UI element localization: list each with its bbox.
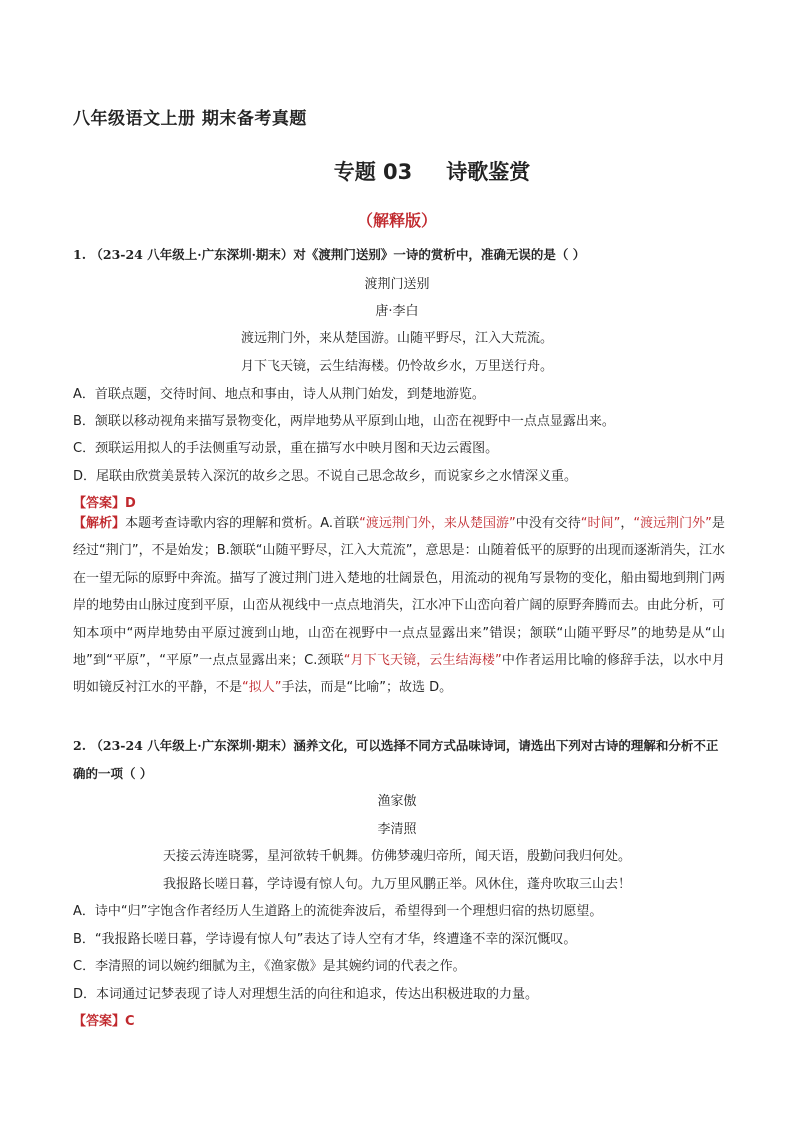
analysis-text: 本题考查诗歌内容的理解和赏析。A.首联 xyxy=(125,516,360,531)
analysis-text: 是经过“荆门”，不是始发；B.颔联“山随平野尽，江入大荒流”，意思是：山随着低平的原野的出现而逐渐消失，江水在一望无际的原野中奔流。描写了渡过荆门进入楚地的壮阔景色，用流动的视角写景物的变化，船由蜀地到荆门两岸的地势由山脉过度到平原，山峦从视线中一点点地消失，江水冲下山峦向着广阔的原野奔腾而去。由此分析，可知本项中“两岸地势由平原过渡到山地，山峦在视野中一点点显露出来”错误；颔联“山随平野尽”的地势是从“山地”到“平原”，“平原”一点点显露出来；C.颈联 xyxy=(73,516,725,669)
document-header: 八年级语文上册 期末备考真题 xyxy=(73,109,307,129)
answer-value: C xyxy=(125,1014,135,1029)
topic-name: 诗歌鉴赏 xyxy=(446,160,531,184)
analysis-text: ， xyxy=(620,516,634,531)
q1-option-b: B．颔联以移动视角来描写景物变化，两岸地势从平原到山地，山峦在视野中一点点显露出来。 xyxy=(73,414,615,429)
q1-poem-line-1: 渡远荆门外，来从楚国游。山随平野尽，江入大荒流。 xyxy=(240,331,553,346)
analysis-text: 手法，而是“比喻”；故选 D。 xyxy=(281,680,453,696)
q2-poem-title: 渔家傲 xyxy=(377,794,417,809)
version-subtitle: （解释版） xyxy=(356,211,437,230)
page-title xyxy=(0,156,794,186)
highlighted-quote: “拟人” xyxy=(242,680,282,696)
highlighted-quote: “月下飞天镜，云生结海楼” xyxy=(343,653,502,669)
highlighted-quote: “渡远荆门外，来从楚国游” xyxy=(359,516,516,531)
q2-poem-author: 李清照 xyxy=(377,822,417,837)
q2-option-a: A．诗中“归”字饱含作者经历人生道路上的流徙奔波后，希望得到一个理想归宿的热切愿望。 xyxy=(73,904,603,919)
analysis-text: 中没有交待 xyxy=(515,516,581,531)
question-2-prompt: 2. （23-24 八年级上·广东深圳·期末）涵养文化，可以选择不同方式品味诗词，请选出下列对古诗的理解和分析不正确的一项（ ） xyxy=(73,738,719,781)
q1-poem-line-2: 月下飞天镜，云生结海楼。仍怜故乡水，万里送行舟。 xyxy=(240,359,553,374)
answer-tag: 【答案】 xyxy=(73,1014,126,1029)
topic-number: 专题 03 xyxy=(333,160,413,184)
q2-poem-line-2: 我报路长嗟日暮，学诗谩有惊人句。九万里风鹏正举。风休住，蓬舟吹取三山去！ xyxy=(162,877,631,892)
q2-option-c: C．李清照的词以婉约细腻为主，《渔家傲》是其婉约词的代表之作。 xyxy=(73,959,466,974)
q1-answer xyxy=(73,492,136,511)
q1-option-d: D．尾联由欣赏美景转入深沉的故乡之思。不说自己思念故乡，而说家乡之水情深义重。 xyxy=(73,469,578,484)
q2-option-d: D．本词通过记梦表现了诗人对理想生活的向往和追求，传达出积极进取的力量。 xyxy=(73,987,539,1002)
analysis-text: 中作者运用比喻的修辞手法，以水中月明如镜反衬江水的平静，不是 xyxy=(73,653,725,696)
q2-option-b: B．“我报路长嗟日暮，学诗谩有惊人句”表达了诗人空有才华，终遭逢不幸的深沉慨叹。 xyxy=(73,932,577,947)
q2-answer xyxy=(73,1010,135,1029)
q1-poem-title: 渡荆门送别 xyxy=(364,277,430,292)
analysis-body xyxy=(73,516,725,695)
q1-option-c: C．颈联运用拟人的手法侧重写动景，重在描写水中映月图和天边云霞图。 xyxy=(73,441,499,456)
q2-poem-line-1: 天接云涛连晓雾，星河欲转千帆舞。仿佛梦魂归帝所，闻天语，殷勤问我归何处。 xyxy=(162,849,631,864)
q1-analysis xyxy=(73,510,725,702)
q1-poem-author: 唐·李白 xyxy=(375,304,419,319)
highlighted-quote: “时间” xyxy=(580,516,621,531)
answer-tag: 【答案】 xyxy=(73,496,126,511)
question-1-prompt: 1. （23-24 八年级上·广东深圳·期末）对《渡荆门送别》一诗的赏析中，准确无误的是（ ） xyxy=(73,247,586,262)
q1-option-a: A．首联点题，交待时间、地点和事由，诗人从荆门始发，到楚地游览。 xyxy=(73,387,485,402)
answer-value: D xyxy=(125,496,136,511)
highlighted-quote: “渡远荆门外” xyxy=(633,516,712,531)
analysis-tag: 【解析】 xyxy=(73,516,126,531)
